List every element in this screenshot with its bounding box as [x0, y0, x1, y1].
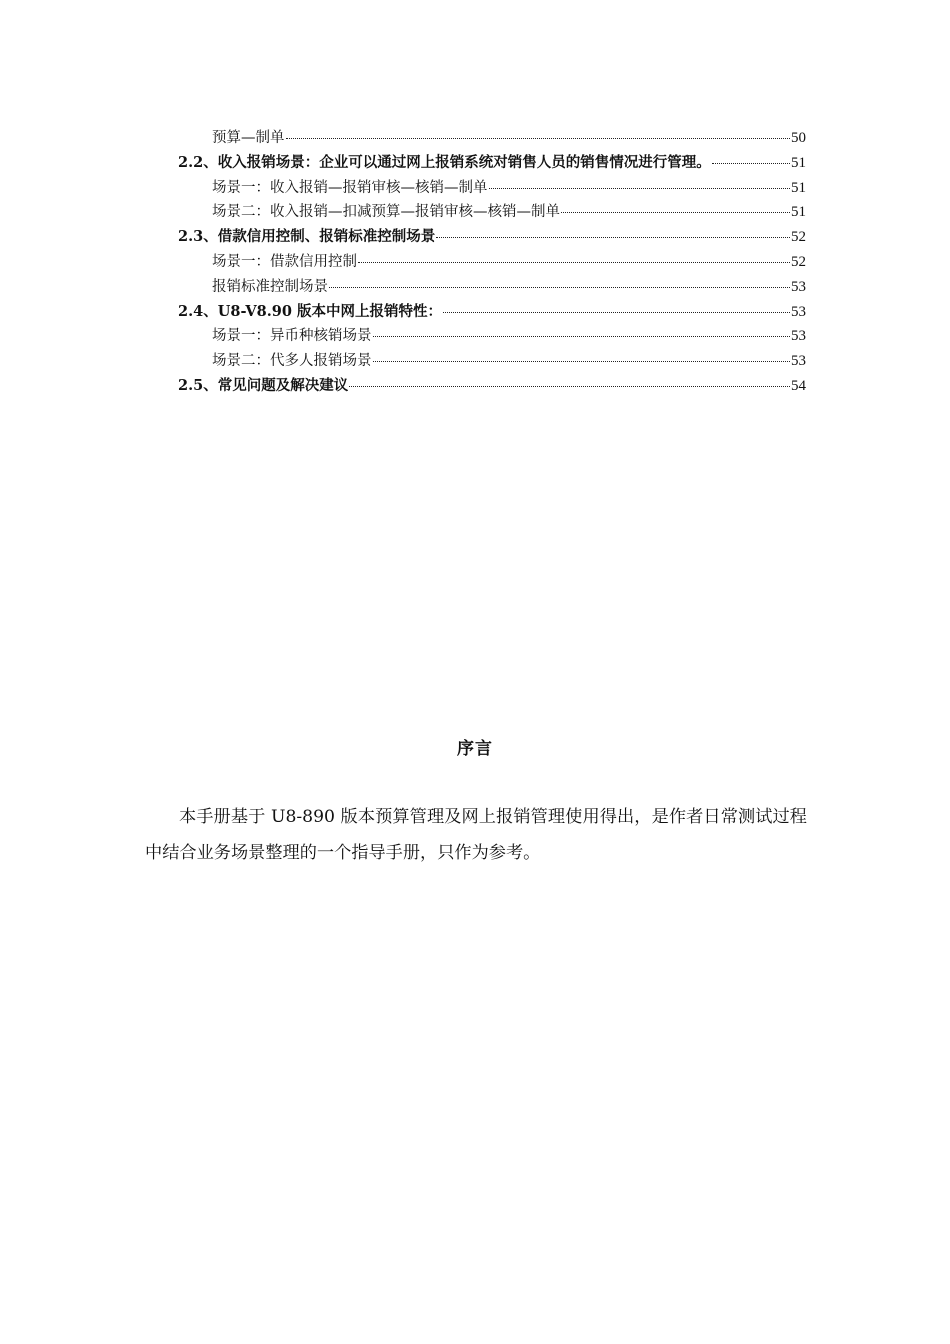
toc-dot-leader — [561, 211, 790, 213]
toc-dot-leader — [373, 335, 791, 337]
toc-entry[interactable] — [178, 225, 806, 250]
toc-dot-leader — [286, 137, 791, 139]
toc-dot-leader — [358, 261, 790, 263]
toc-page-number: 50 — [791, 130, 806, 146]
toc-entry-title: 场景一：收入报销—报销审核—核销—制单 — [212, 179, 488, 196]
toc-entry-title: 场景二：代多人报销场景 — [212, 353, 372, 370]
preface-paragraph: 本手册基于 U8-890 版本预算管理及网上报销管理使用得出，是作者日常测试过程中结合业务场景整理的一个指导手册，只作为参考。 — [145, 807, 807, 863]
toc-dot-leader — [443, 311, 790, 313]
toc-dot-leader — [373, 360, 791, 362]
toc-entry[interactable] — [178, 300, 806, 325]
toc-dot-leader — [436, 236, 790, 238]
toc-dot-leader — [329, 286, 790, 288]
toc-page-number: 54 — [791, 377, 806, 394]
toc-entry-title: 2.3、借款信用控制、报销标准控制场景 — [178, 228, 436, 246]
toc-entry[interactable] — [178, 250, 806, 275]
toc-entry-title: 2.2、收入报销场景：企业可以通过网上报销系统对销售人员的销售情况进行管理。 — [178, 153, 711, 171]
toc-entry[interactable] — [178, 349, 806, 374]
toc-entry[interactable] — [178, 200, 806, 225]
toc-entry-title: 场景一：借款信用控制 — [212, 253, 357, 270]
toc-dot-leader — [489, 187, 791, 189]
toc-entry[interactable] — [178, 151, 806, 176]
preface-heading: 序言 — [457, 739, 493, 759]
toc-entry-title: 预算—制单 — [212, 130, 285, 146]
toc-entry[interactable] — [178, 324, 806, 349]
toc-page-number: 52 — [791, 229, 806, 246]
toc-page-number: 53 — [791, 328, 806, 345]
toc-page-number: 53 — [791, 303, 806, 320]
table-of-contents — [178, 126, 806, 399]
toc-entry[interactable] — [178, 275, 806, 300]
toc-page-number: 52 — [791, 253, 806, 270]
toc-entry-title: 场景二：收入报销—扣减预算—报销审核—核销—制单 — [212, 204, 560, 221]
toc-page-number: 51 — [791, 204, 806, 221]
toc-dot-leader — [349, 385, 790, 387]
toc-page-number: 51 — [791, 154, 806, 171]
toc-entry-title: 2.5、常见问题及解决建议 — [178, 376, 349, 394]
toc-entry[interactable] — [178, 126, 806, 151]
toc-page-number: 51 — [791, 179, 806, 196]
toc-entry[interactable] — [178, 374, 806, 399]
toc-entry-title: 2.4、U8-V8.90 版本中网上报销特性： — [178, 302, 443, 320]
toc-page-number: 53 — [791, 353, 806, 370]
toc-entry-title: 场景一：异币种核销场景 — [212, 328, 372, 345]
toc-entry[interactable] — [178, 176, 806, 201]
toc-page-number: 53 — [791, 278, 806, 295]
toc-entry-title: 报销标准控制场景 — [212, 278, 328, 295]
toc-dot-leader — [712, 162, 790, 164]
